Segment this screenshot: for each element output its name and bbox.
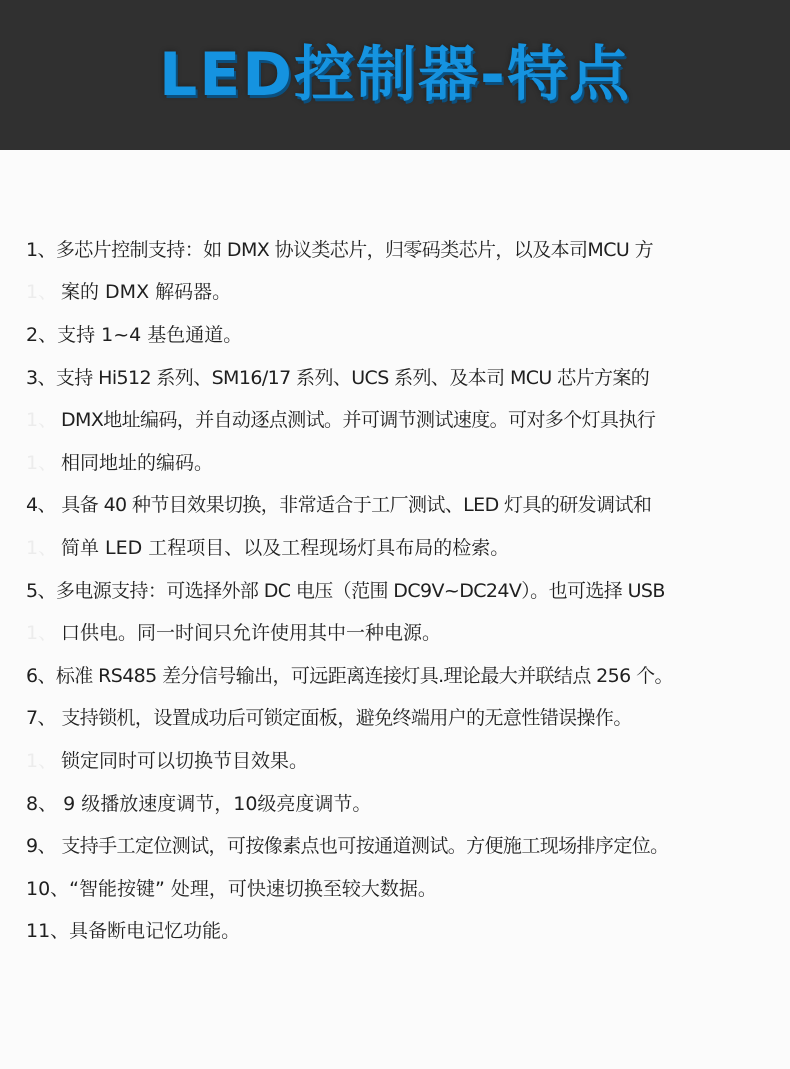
- feature-line: [26, 440, 786, 483]
- feature-line: [26, 738, 786, 781]
- feature-line: [26, 355, 786, 398]
- feature-line: [26, 909, 786, 952]
- feature-text: 1、多芯片控制支持：如 DMX 协议类芯片，归零码类芯片，以及本司MCU 方: [26, 238, 654, 261]
- feature-text: 2、支持 1~4 基色通道。: [26, 323, 243, 346]
- feature-line: [26, 823, 786, 866]
- page-title: LED控制器-特点: [159, 40, 631, 110]
- faded-numbering: 1、: [26, 451, 58, 474]
- feature-text: 5、多电源支持：可选择外部 DC 电压（范围 DC9V~DC24V）。也可选择 USB: [26, 579, 665, 602]
- faded-numbering: 1、: [26, 622, 58, 645]
- faded-numbering: 1、: [26, 409, 58, 432]
- feature-text: 案的 DMX 解码器。: [61, 281, 232, 304]
- feature-line: [26, 568, 786, 611]
- feature-text: 6、标准 RS485 差分信号输出，可远距离连接灯具.理论最大并联结点 256 个。: [26, 664, 673, 687]
- feature-text: 7、 支持锁机，设置成功后可锁定面板，避免终端用户的无意性错误操作。: [26, 707, 632, 730]
- faded-numbering: 1、: [26, 281, 58, 304]
- feature-line: [26, 397, 786, 440]
- feature-line: [26, 696, 786, 739]
- faded-numbering: 1、: [26, 749, 58, 772]
- feature-text: 简单 LED 工程项目、以及工程现场灯具布局的检索。: [61, 536, 510, 559]
- faded-numbering: 1、: [26, 536, 58, 559]
- feature-text: 11、具备断电记忆功能。: [26, 920, 241, 943]
- feature-text: 9、 支持手工定位测试，可按像素点也可按通道测试。方便施工现场排序定位。: [26, 835, 669, 858]
- feature-text: 相同地址的编码。: [61, 451, 214, 474]
- feature-line: [26, 610, 786, 653]
- feature-text: 3、支持 Hi512 系列、SM16/17 系列、UCS 系列、及本司 MCU 芯片方案的: [26, 366, 650, 389]
- feature-list: [26, 227, 786, 951]
- feature-line: [26, 227, 786, 270]
- feature-text: 10、“智能按键” 处理，可快速切换至较大数据。: [26, 877, 437, 900]
- feature-line: [26, 270, 786, 313]
- feature-text: 锁定同时可以切换节目效果。: [61, 749, 309, 772]
- feature-line: [26, 866, 786, 909]
- feature-text: DMX地址编码，并自动逐点测试。并可调节测试速度。可对多个灯具执行: [61, 409, 656, 432]
- feature-line: [26, 312, 786, 355]
- feature-line: [26, 653, 786, 696]
- header-banner: [0, 0, 790, 150]
- feature-line: [26, 525, 786, 568]
- feature-text: 8、 9 级播放速度调节，10级亮度调节。: [26, 792, 372, 815]
- feature-line: [26, 781, 786, 824]
- feature-text: 4、 具备 40 种节目效果切换，非常适合于工厂测试、LED 灯具的研发调试和: [26, 494, 652, 517]
- feature-text: 口供电。同一时间只允许使用其中一种电源。: [61, 622, 442, 645]
- feature-line: [26, 483, 786, 526]
